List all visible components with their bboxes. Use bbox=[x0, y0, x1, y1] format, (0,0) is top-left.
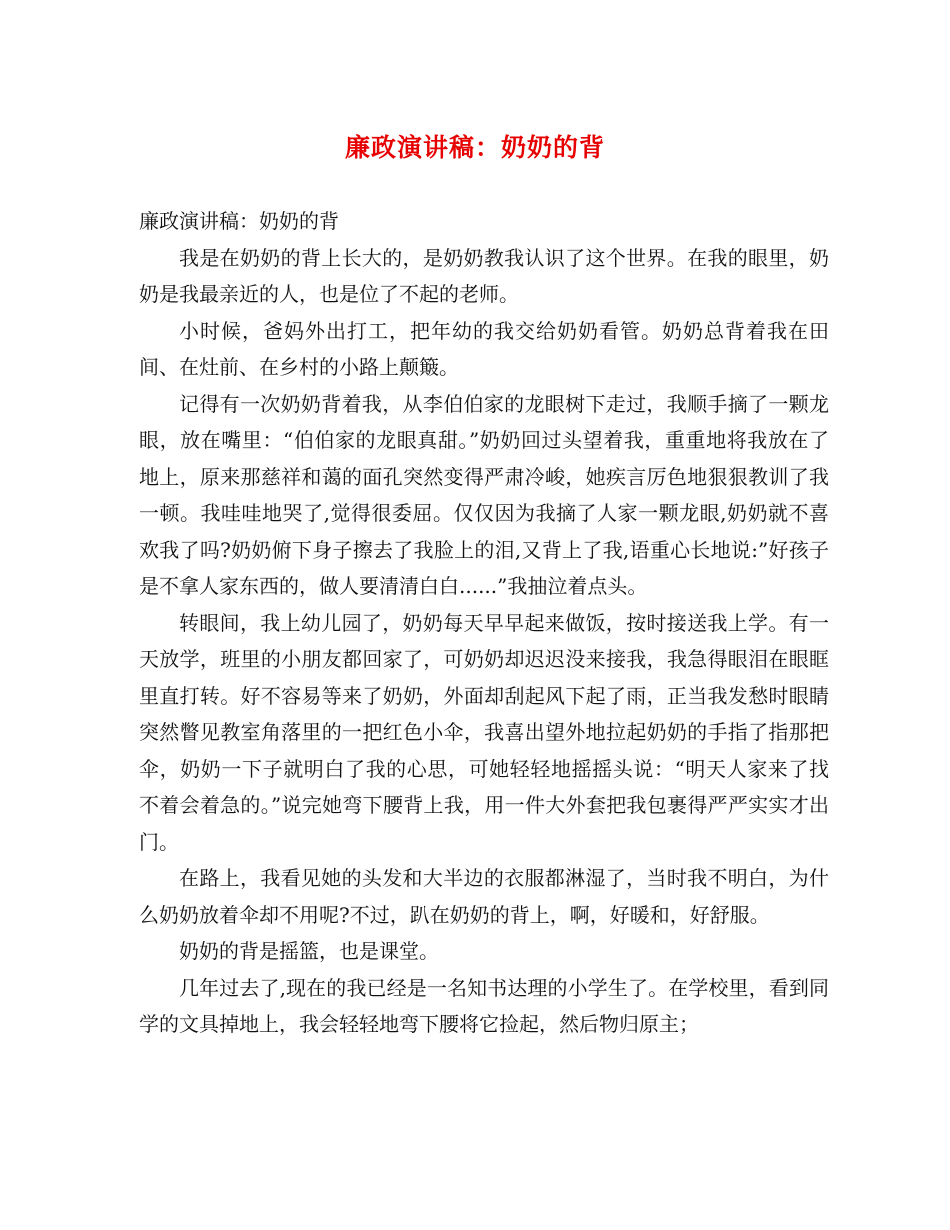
paragraph-6: 奶奶的背是摇篮，也是课堂。 bbox=[179, 939, 439, 963]
document-subtitle: 廉政演讲稿：奶奶的背 bbox=[139, 209, 339, 233]
paragraph-5: 在路上，我看见她的头发和大半边的衣服都淋湿了，当时我不明白，为什么奶奶放着伞却不用呢?不过，趴在奶奶的背上，啊，好暖和，好舒服。 bbox=[139, 866, 829, 927]
document-title: 廉政演讲稿：奶奶的背 bbox=[344, 133, 605, 162]
paragraph-7: 几年过去了,现在的我已经是一名知书达理的小学生了。在学校里，看到同学的文具掉地上，我会轻轻地弯下腰将它捡起，然后物归原主； bbox=[139, 975, 829, 1036]
paragraph-1: 我是在奶奶的背上长大的，是奶奶教我认识了这个世界。在我的眼里，奶奶是我最亲近的人，也是位了不起的老师。 bbox=[139, 245, 829, 306]
document-body bbox=[139, 203, 829, 1043]
paragraph-3: 记得有一次奶奶背着我，从李伯伯家的龙眼树下走过，我顺手摘了一颗龙眼，放在嘴里：“伯伯家的龙眼真甜。”奶奶回过头望着我，重重地将我放在了地上，原来那慈祥和蔼的面孔突然变得严肃冷峻，她疾言厉色地狠狠教训了我一顿。我哇哇地哭了,觉得很委屈。仅仅因为我摘了人家一颗龙眼,奶奶就不喜欢我了吗?奶奶俯下身子擦去了我脸上的泪,又背上了我,语重心长地说:”好孩子是不拿人家东西的，做人要清清白白......”我抽泣着点头。 bbox=[139, 391, 829, 598]
paragraph-2: 小时候，爸妈外出打工，把年幼的我交给奶奶看管。奶奶总背着我在田间、在灶前、在乡村的小路上颠簸。 bbox=[139, 318, 829, 379]
paragraph-4: 转眼间，我上幼儿园了，奶奶每天早早起来做饭，按时接送我上学。有一天放学，班里的小朋友都回家了，可奶奶却迟迟没来接我，我急得眼泪在眼眶里直打转。好不容易等来了奶奶，外面却刮起风下起了雨，正当我发愁时眼睛突然瞥见教室角落里的一把红色小伞，我喜出望外地拉起奶奶的手指了指那把伞，奶奶一下子就明白了我的心思，可她轻轻地摇摇头说：“明天人家来了找不着会着急的。”说完她弯下腰背上我，用一件大外套把我包裹得严严实实才出门。 bbox=[139, 610, 829, 854]
